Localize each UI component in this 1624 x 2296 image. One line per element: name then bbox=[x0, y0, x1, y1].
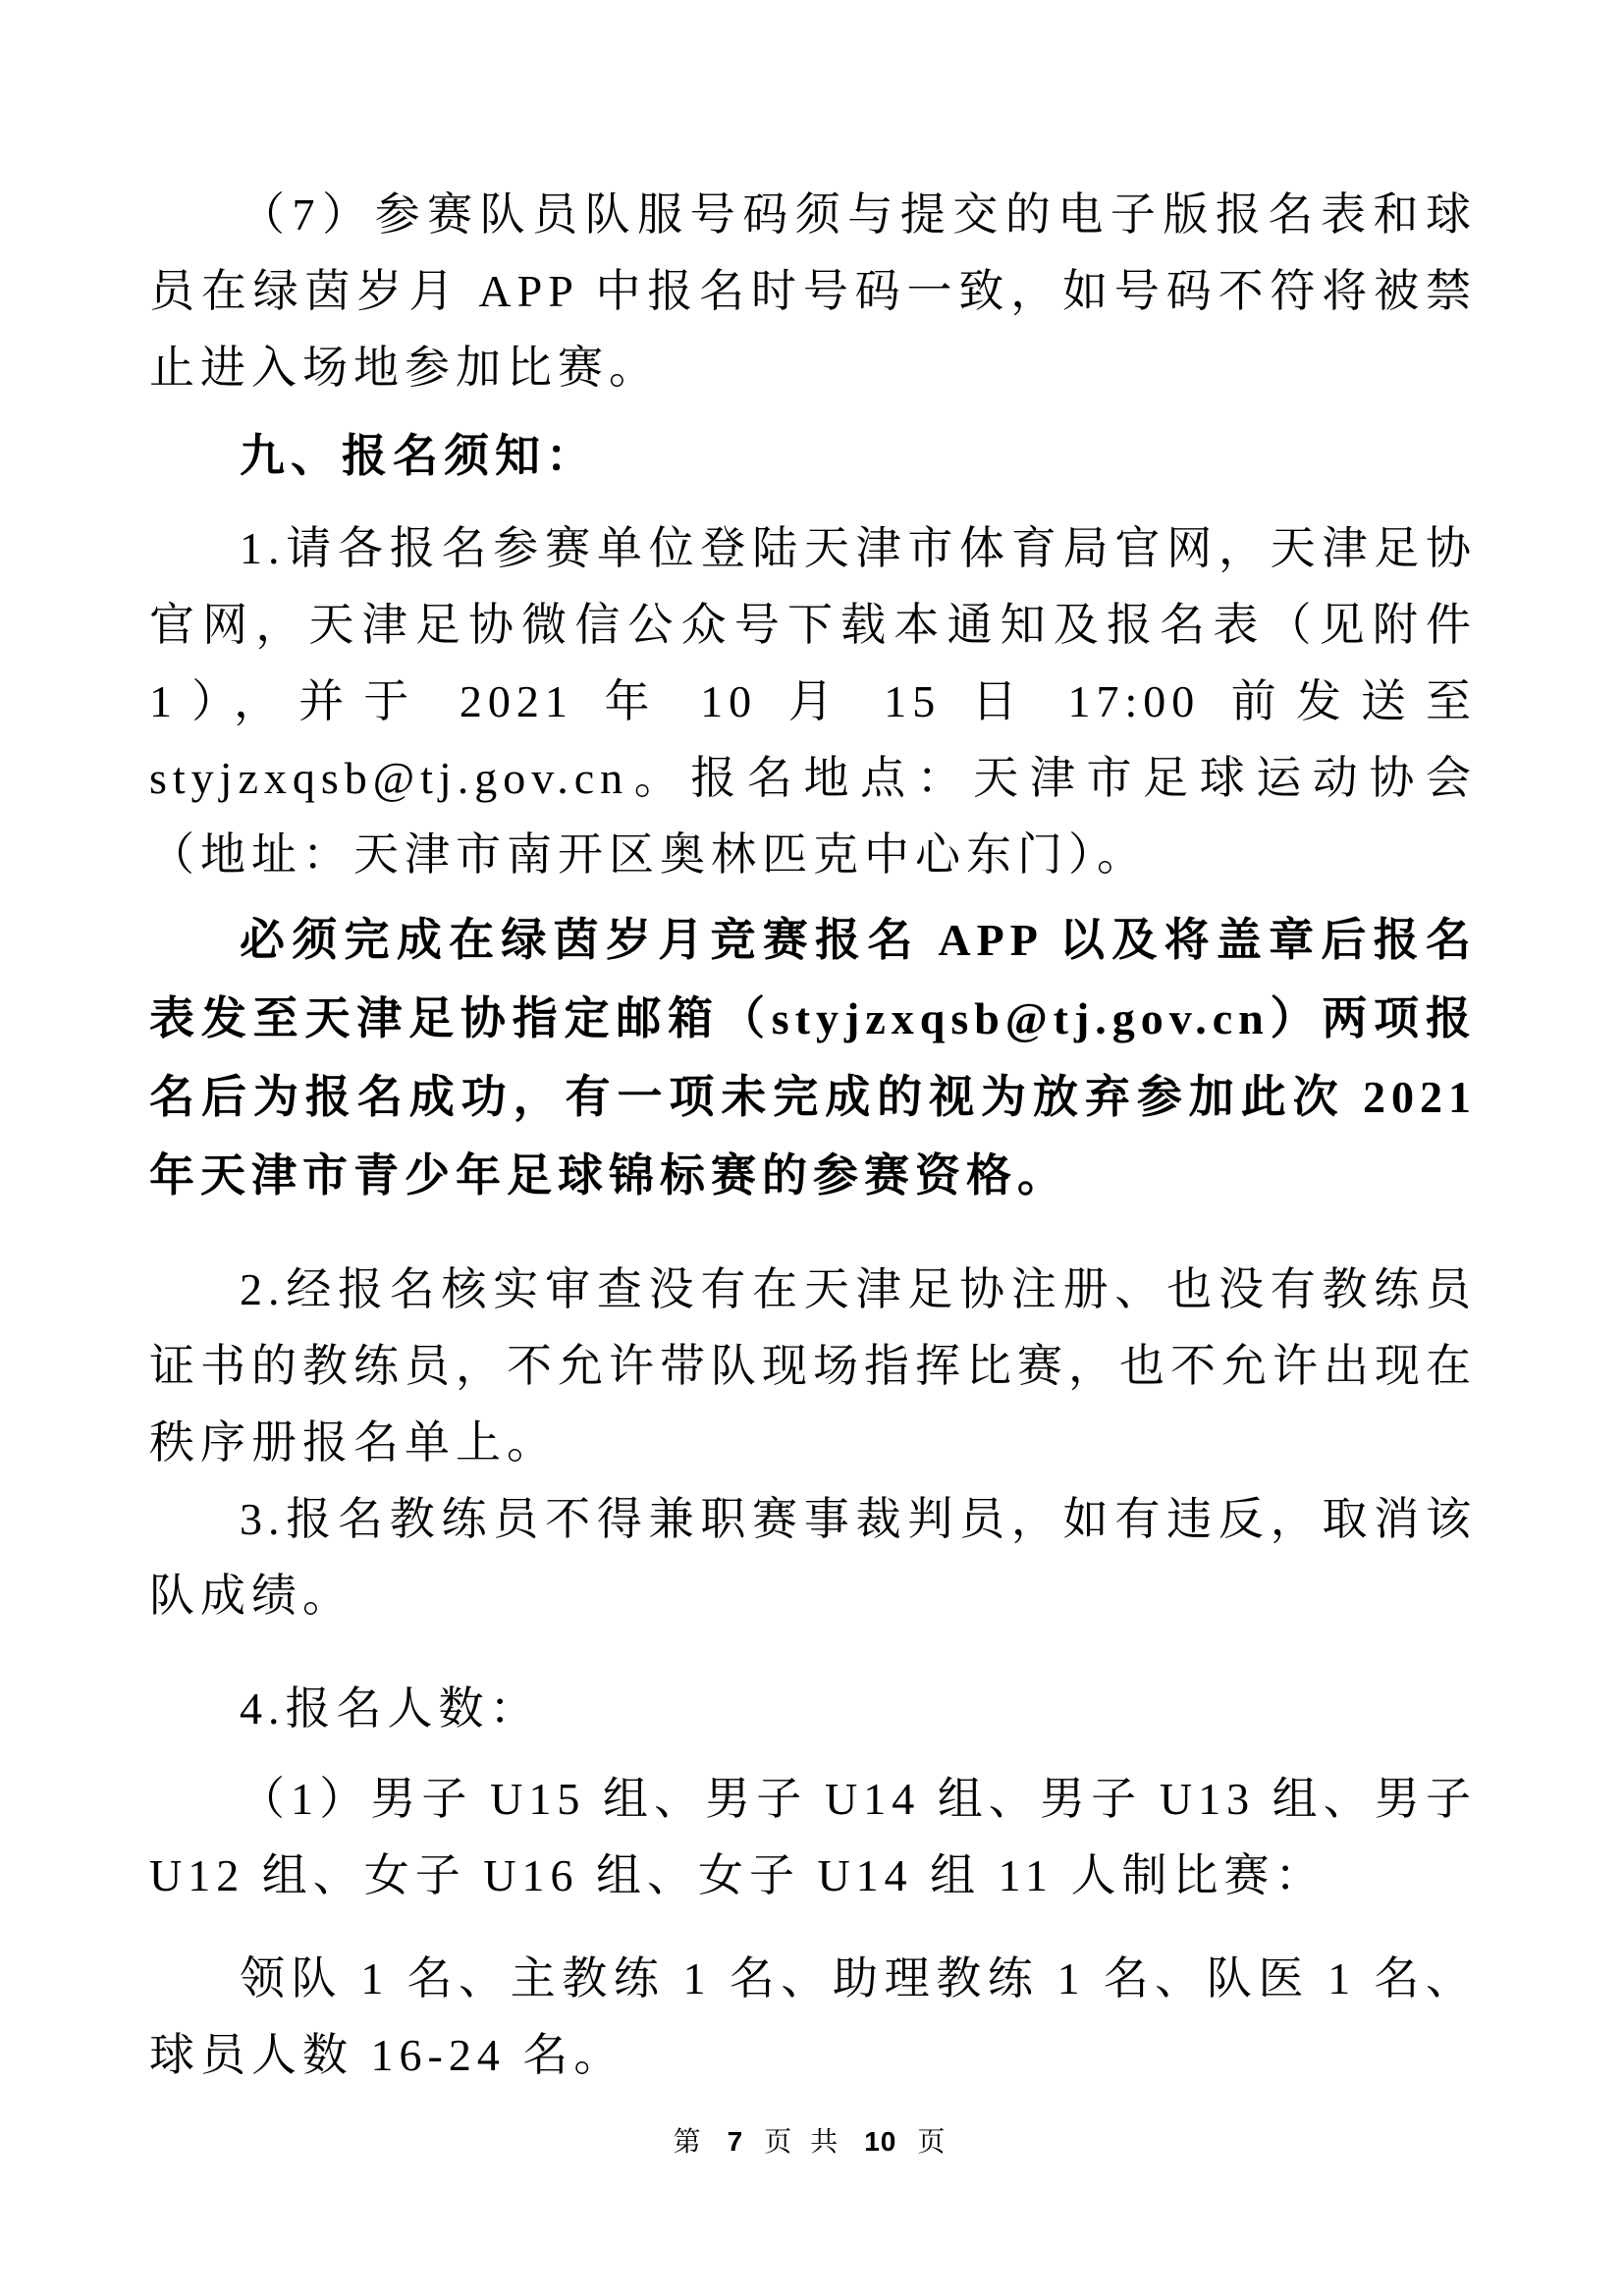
paragraph-note-4-sub1: （1）男子 U15 组、男子 U14 组、男子 U13 组、男子 U12 组、女子 U16 组、女子 U14 组 11 人制比赛： bbox=[149, 1774, 1477, 1900]
footer-total-pages: 10 bbox=[864, 2126, 897, 2157]
paragraph-item-7: （7）参赛队员队服号码须与提交的电子版报名表和球员在绿茵岁月 APP 中报名时号码一致，如号码不符将被禁止进入场地参加比赛。 bbox=[149, 189, 1477, 393]
paragraph-note-1: 1.请各报名参赛单位登陆天津市体育局官网，天津足协官网，天津足协微信公众号下载本通知及报名表（见附件 1），并于 2021 年 10 月 15 日 17:00 前发送至 styjzxqsb@tj.gov.cn。报名地点：天津市足球运动协会（地址：天津市南开区奥林匹克中心东门）。 bbox=[149, 523, 1477, 880]
section-9-heading: 九、报名须知： bbox=[240, 431, 597, 481]
footer-label-prefix: 第 bbox=[673, 2127, 707, 2158]
footer-label-mid: 页 共 bbox=[764, 2127, 844, 2158]
page-footer bbox=[0, 2120, 1624, 2160]
footer-label-suffix: 页 bbox=[917, 2127, 951, 2158]
paragraph-note-2: 2.经报名核实审查没有在天津足协注册、也没有教练员证书的教练员，不允许带队现场指挥比赛，也不允许出现在秩序册报名单上。 bbox=[149, 1264, 1477, 1468]
paragraph-bold-notice: 必须完成在绿茵岁月竞赛报名 APP 以及将盖章后报名表发至天津足协指定邮箱（styjzxqsb@tj.gov.cn）两项报名后为报名成功，有一项未完成的视为放弃参加此次 2021 年天津市青少年足球锦标赛的参赛资格。 bbox=[149, 915, 1477, 1201]
paragraph-note-4: 4.报名人数： bbox=[240, 1683, 541, 1734]
paragraph-note-4-sub1-staff: 领队 1 名、主教练 1 名、助理教练 1 名、队医 1 名、球员人数 16-24 名。 bbox=[149, 1953, 1477, 2080]
paragraph-note-3: 3.报名教练员不得兼职赛事裁判员，如有违反，取消该队成绩。 bbox=[149, 1494, 1477, 1621]
footer-page-number: 7 bbox=[727, 2126, 744, 2157]
